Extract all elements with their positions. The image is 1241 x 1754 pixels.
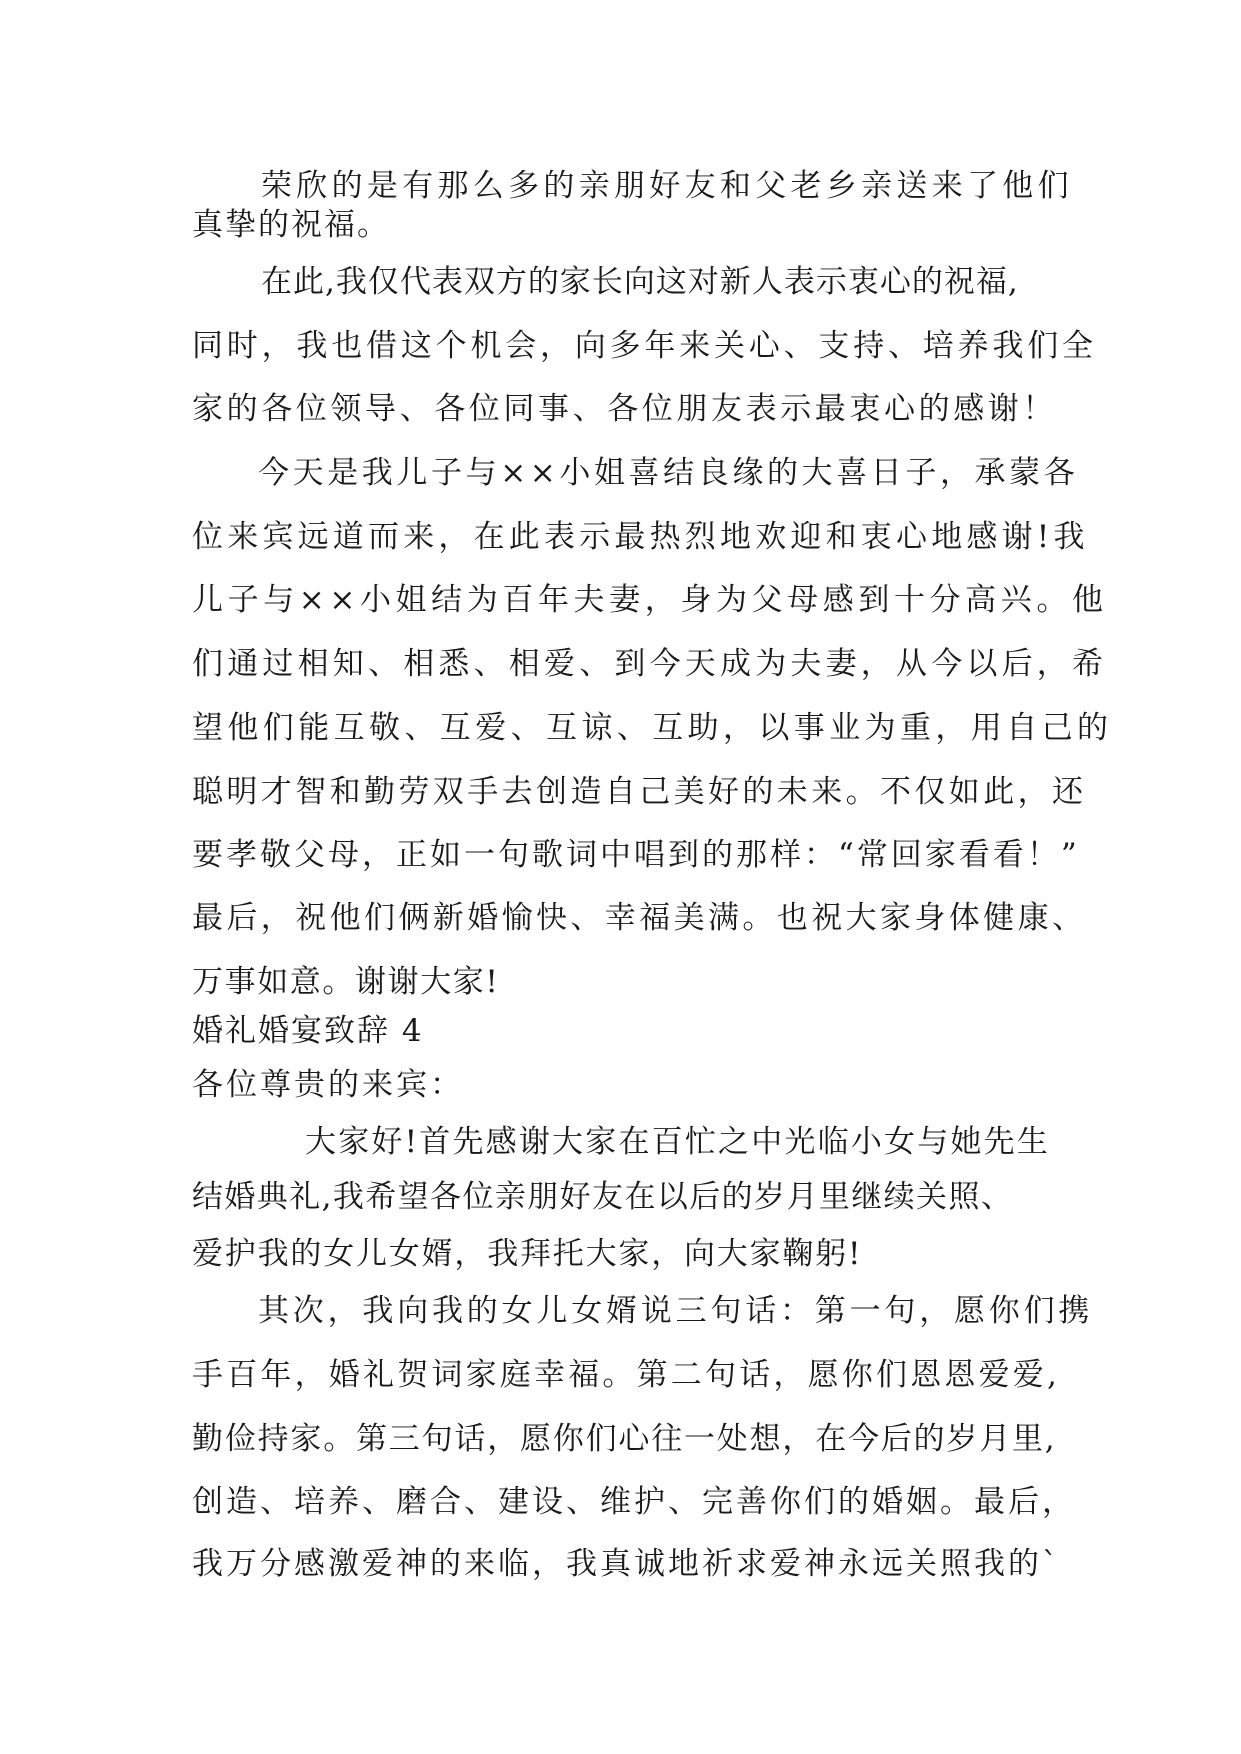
paragraph-line: 聪明才智和勤劳双手去创造自己美好的未来。不仅如此，还	[192, 774, 1087, 810]
paragraph-line: 家的各位领导、各位同事、各位朋友表示最衷心的感谢！	[192, 391, 1057, 427]
paragraph-line: 创造、培养、磨合、建设、维护、完善你们的婚姻。最后，	[192, 1484, 1076, 1520]
paragraph-line: 万事如意。谢谢大家!	[192, 964, 500, 1000]
paragraph-line: 位来宾远道而来，在此表示最热烈地欢迎和衷心地感谢!我	[192, 519, 1089, 555]
paragraph-line: 大家好!首先感谢大家在百忙之中光临小女与她先生	[305, 1124, 1051, 1160]
paragraph-line: 荣欣的是有那么多的亲朋好友和父老乡亲送来了他们	[261, 168, 1073, 204]
paragraph-line: 其次，我向我的女儿女婿说三句话：第一句，愿你们携	[258, 1293, 1094, 1329]
paragraph-line: 结婚典礼,我希望各位亲朋好友在以后的岁月里继续关照、	[192, 1179, 1014, 1215]
paragraph-line: 真挚的祝福。	[192, 207, 390, 243]
paragraph-line: 望他们能互敬、互爱、互谅、互助，以事业为重，用自己的	[192, 710, 1113, 746]
paragraph-line: 最后，祝他们俩新婚愉快、幸福美满。也祝大家身体健康、	[192, 900, 1087, 936]
paragraph-line: 勤俭持家。第三句话，愿你们心往一处想，在今后的岁月里,	[192, 1421, 1057, 1457]
paragraph-line: 今天是我儿子与××小姐喜结良缘的大喜日子，承蒙各	[258, 455, 1079, 491]
paragraph-line: 们通过相知、相悉、相爱、到今天成为夫妻，从今以后，希	[192, 646, 1108, 682]
paragraph-line: 要孝敬父母，正如一句歌词中唱到的那样：“常回家看看！”	[192, 837, 1080, 873]
paragraph-line: 儿子与××小姐结为百年夫妻，身为父母感到十分高兴。他	[192, 582, 1108, 618]
paragraph-line: 我万分感激爱神的来临，我真诚地祈求爱神永远关照我的`	[192, 1546, 1061, 1582]
paragraph-line: 同时，我也借这个机会，向多年来关心、支持、培养我们全	[192, 328, 1097, 364]
paragraph-line: 在此,我仅代表双方的家长向这对新人表示衷心的祝福,	[261, 264, 1019, 300]
salutation: 各位尊贵的来宾：	[192, 1067, 464, 1103]
section-heading: 婚礼婚宴致辞 4	[192, 1013, 424, 1049]
paragraph-line: 爱护我的女儿女婿，我拜托大家，向大家鞠躬!	[192, 1236, 863, 1272]
paragraph-line: 手百年，婚礼贺词家庭幸福。第二句话，愿你们恩恩爱爱,	[192, 1357, 1061, 1393]
